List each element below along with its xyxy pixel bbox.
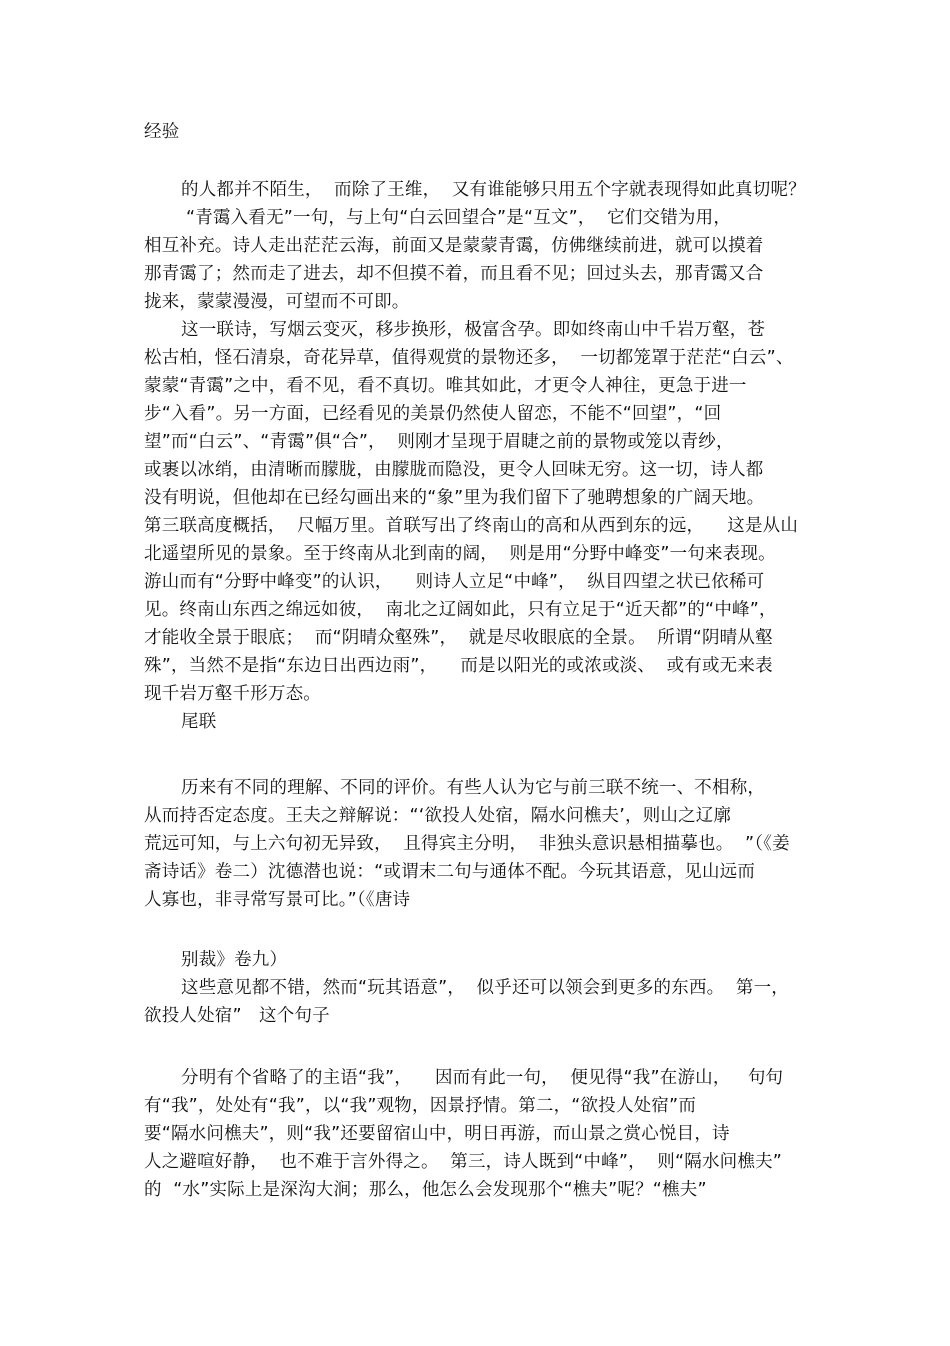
text-line: 松古柏，怪石清泉，奇花异草，值得观赏的景物还多， 一切都笼罩于茫茫“白云”、 <box>144 348 794 368</box>
text-line: 现千岩万壑千形万态。 <box>144 684 321 704</box>
text-line: 斋诗话》卷二）沈德潜也说：“或谓末二句与通体不配。今玩其语意，见山远而 <box>144 862 756 882</box>
text-line: 才能收全景于眼底； 而“阴晴众壑殊”， 就是尽收眼底的全景。 所谓“阴晴从壑 <box>144 628 773 648</box>
text-line: 或裹以冰绡，由清晰而朦胧，由朦胧而隐没，更令人回味无穷。这一切，诗人都 <box>144 460 764 480</box>
text-line: 殊”，当然不是指“东边日出西边雨”， 而是以阳光的或浓或淡、 或有或无来表 <box>144 656 773 676</box>
text-line: 的人都并不陌生， 而除了王维， 又有谁能够只用五个字就表现得如此真切呢？ <box>181 180 806 200</box>
text-line: 要“隔水问樵夫”，则“我”还要留宿山中，明日再游，而山景之赏心悦目，诗 <box>144 1124 730 1144</box>
text-line: 有“我”，处处有“我”，以“我”观物，因景抒情。第二，“欲投人处宿”而 <box>144 1096 697 1116</box>
text-line: 相互补充。诗人走出茫茫云海，前面又是蒙蒙青霭，仿佛继续前进，就可以摸着 <box>144 236 764 256</box>
text-line: 的 “水”实际上是深沟大涧；那么，他怎么会发现那个“樵夫”呢？“樵夫” <box>144 1180 707 1200</box>
text-line: 这一联诗，写烟云变灭，移步换形，极富含孕。即如终南山中千岩万壑，苍 <box>181 320 766 340</box>
text-line: 欲投人处宿” 这个句子 <box>144 1006 330 1026</box>
text-line: “青霭入看无”一句，与上句“白云回望合”是“互文”， 它们交错为用， <box>186 208 732 228</box>
text-line: 分明有个省略了的主语“我”， 因而有此一句， 便见得“我”在游山， 句句 <box>181 1068 784 1088</box>
text-line: 这些意见都不错，然而“玩其语意”， 似乎还可以领会到更多的东西。 第一， <box>181 978 789 998</box>
text-line: 荒远可知，与上六句初无异致， 且得宾主分明， 非独头意识悬相描摹也。 ”（《姜 <box>144 834 790 854</box>
text-line: 人寡也，非寻常写景可比。”（《唐诗 <box>144 890 411 910</box>
text-line: 经验 <box>144 122 180 142</box>
text-line: 没有明说，但他却在已经勾画出来的“象”里为我们留下了驰聘想象的广阔天地。 <box>144 488 765 508</box>
text-line: 蒙蒙“青霭”之中，看不见，看不真切。唯其如此，才更令人神往，更急于进一 <box>144 376 747 396</box>
text-line: 从而持否定态度。王夫之辩解说：“‘欲投人处宿，隔水问樵夫’，则山之辽廓 <box>144 806 732 826</box>
text-line: 北遥望所见的景象。至于终南从北到南的阔， 则是用“分野中峰变”一句来表现。 <box>144 544 776 564</box>
text-line: 第三联高度概括， 尺幅万里。首联写出了终南山的高和从西到东的远， 这是从山 <box>144 516 799 536</box>
text-line: 游山而有“分野中峰变”的认识， 则诗人立足“中峰”， 纵目四望之状已依稀可 <box>144 572 765 592</box>
text-line: 那青霭了；然而走了进去，却不但摸不着，而且看不见；回过头去，那青霭又合 <box>144 264 764 284</box>
text-line: 步“入看”。另一方面，已经看见的美景仍然使人留恋，不能不“回望”，“回 <box>144 404 722 424</box>
text-line: 望”而“白云”、“青霭”俱“合”， 则刚才呈现于眉睫之前的景物或笼以青纱， <box>144 432 734 452</box>
text-line: 拢来，蒙蒙漫漫，可望而不可即。 <box>144 292 410 312</box>
text-line: 历来有不同的理解、不同的评价。有些人认为它与前三联不统一、不相称， <box>181 778 766 798</box>
text-line: 别裁》卷九） <box>181 950 288 970</box>
text-line: 见。终南山东西之绵远如彼， 南北之辽阔如此，只有立足于“近天都”的“中峰”， <box>144 600 777 620</box>
text-line: 人之避喧好静， 也不难于言外得之。 第三，诗人既到“中峰”， 则“隔水问樵夫” <box>144 1152 783 1172</box>
section-heading: 尾联 <box>181 712 217 732</box>
